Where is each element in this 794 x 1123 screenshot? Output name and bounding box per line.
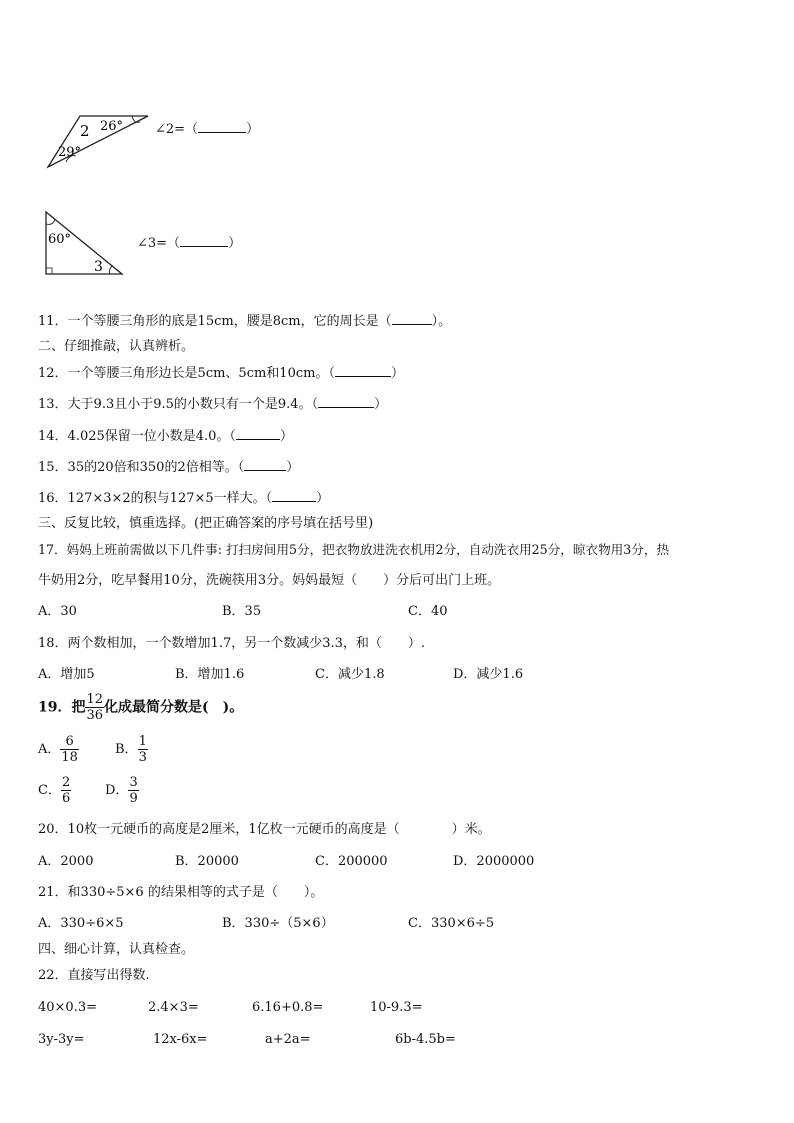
option-b[interactable]: B． $\frac{1}{3}$ bbox=[115, 734, 147, 765]
question-11: 11．一个等腰三角形的底是15cm，腰是8cm，它的周长是（ ）。 bbox=[38, 314, 452, 329]
answer-blank[interactable] bbox=[272, 490, 316, 502]
option-b[interactable]: B．330÷（5×6） bbox=[222, 916, 334, 931]
option-b[interactable]: B．20000 bbox=[175, 854, 239, 869]
option-c[interactable]: C．330×6÷5 bbox=[408, 916, 495, 931]
question-17-line-2: 牛奶用2分，吃早餐用10分，洗碗筷用3分。妈妈最短（ ）分后可出门上班。 bbox=[38, 573, 501, 588]
calc-item: 6.16+0.8= bbox=[252, 1000, 324, 1015]
fraction: $\frac{2}{6}$ bbox=[61, 775, 71, 806]
question-14: 14．4.025保留一位小数是4.0。（ ） bbox=[38, 429, 293, 444]
question-19: 19．把 $\frac{12}{36}$ 化成最简分数是( )。 bbox=[38, 692, 244, 723]
answer-blank[interactable] bbox=[198, 121, 246, 133]
question-16: 16．127×3×2的积与127×5一样大。（ ） bbox=[38, 491, 330, 506]
question-22: 22．直接写出得数. bbox=[38, 968, 150, 983]
section-3-heading: 三、反复比较，慎重选择。(把正确答案的序号填在括号里) bbox=[38, 516, 374, 531]
fraction: $\frac{1}{3}$ bbox=[138, 734, 147, 765]
option-d[interactable]: D．减少1.6 bbox=[453, 667, 524, 682]
question-20: 20．10枚一元硬币的高度是2厘米，1亿枚一元硬币的高度是（ ）米。 bbox=[38, 822, 491, 837]
option-c[interactable]: C． $\frac{2}{6}$ bbox=[38, 775, 71, 806]
answer-blank[interactable] bbox=[236, 428, 280, 440]
triangle-figure-2 bbox=[40, 208, 128, 280]
option-a[interactable]: A．2000 bbox=[38, 854, 94, 869]
answer-blank[interactable] bbox=[244, 459, 286, 471]
calc-item: 10-9.3= bbox=[370, 1000, 423, 1015]
angle-3-question: ∠3=（ ） bbox=[137, 236, 242, 251]
option-a[interactable]: A． $\frac{6}{18}$ bbox=[38, 734, 78, 765]
answer-blank[interactable] bbox=[318, 396, 374, 408]
fraction: $\frac{6}{18}$ bbox=[61, 734, 78, 765]
question-13: 13．大于9.3且小于9.5的小数只有一个是9.4。（ ） bbox=[38, 397, 388, 412]
angle-label-3: 3 bbox=[94, 259, 103, 275]
triangle-figure-1 bbox=[44, 110, 152, 172]
option-a[interactable]: A．30 bbox=[38, 604, 77, 619]
question-21: 21．和330÷5×6 的结果相等的式子是（ ）。 bbox=[38, 885, 324, 900]
option-c[interactable]: C．减少1.8 bbox=[315, 667, 385, 682]
option-c[interactable]: C．200000 bbox=[315, 854, 388, 869]
calc-item: 12x-6x= bbox=[153, 1032, 208, 1047]
option-a[interactable]: A．增加5 bbox=[38, 667, 95, 682]
angle-label-2: 2 bbox=[80, 122, 90, 140]
option-c[interactable]: C．40 bbox=[408, 604, 448, 619]
calc-item: 6b-4.5b= bbox=[395, 1032, 456, 1047]
calc-item: 3y-3y= bbox=[38, 1032, 85, 1047]
calc-item: a+2a= bbox=[265, 1032, 311, 1047]
question-17-line-1: 17．妈妈上班前需做以下几件事: 打扫房间用5分，把衣物放进洗衣机用2分，自动洗衣用25分，晾衣物用3分，热 bbox=[38, 542, 670, 557]
option-a[interactable]: A．330÷6×5 bbox=[38, 916, 124, 931]
angle-label-26: 26° bbox=[100, 119, 124, 134]
answer-blank[interactable] bbox=[392, 313, 432, 325]
answer-blank[interactable] bbox=[335, 365, 391, 377]
angle-label-60: 60° bbox=[48, 232, 72, 247]
option-b[interactable]: B．35 bbox=[222, 604, 262, 619]
option-d[interactable]: D． $\frac{3}{9}$ bbox=[105, 775, 138, 806]
calc-item: 2.4×3= bbox=[148, 1000, 199, 1015]
answer-blank[interactable] bbox=[180, 235, 228, 247]
section-4-heading: 四、细心计算，认真检查。 bbox=[38, 942, 195, 957]
question-18: 18．两个数相加，一个数增加1.7，另一个数减少3.3，和（ ）. bbox=[38, 636, 426, 651]
calc-item: 40×0.3= bbox=[38, 1000, 98, 1015]
option-d[interactable]: D．2000000 bbox=[453, 854, 535, 869]
angle-2-question: ∠2=（ ） bbox=[155, 122, 260, 137]
fraction: $\frac{12}{36}$ bbox=[86, 692, 104, 723]
angle-label-29: 29° bbox=[58, 145, 82, 160]
option-b[interactable]: B．增加1.6 bbox=[175, 667, 245, 682]
section-2-heading: 二、仔细推敲，认真辨析。 bbox=[38, 339, 195, 354]
question-15: 15．35的20倍和350的2倍相等。（ ） bbox=[38, 460, 300, 475]
fraction: $\frac{3}{9}$ bbox=[129, 775, 138, 806]
question-12: 12．一个等腰三角形边长是5cm、5cm和10cm。（ ） bbox=[38, 366, 404, 381]
